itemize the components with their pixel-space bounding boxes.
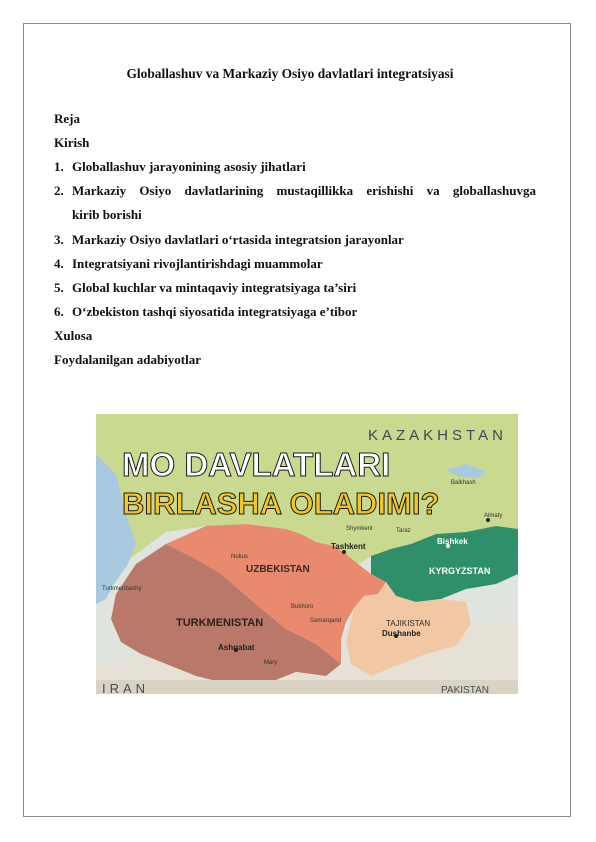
map-label-kyrgyzstan: KYRGYZSTAN: [429, 566, 491, 576]
conclusion-item: Xulosa: [54, 328, 93, 343]
central-asia-map-image: [96, 414, 518, 694]
city-label-tashkent: Tashkent: [331, 542, 366, 551]
plan-item-1: [54, 159, 306, 175]
plan-item-4: [54, 256, 323, 272]
item-text: Global kuchlar va mintaqaviy integratsiyaga ta’siri: [72, 280, 357, 295]
plan-item-3: [54, 232, 404, 248]
plan-heading: Reja: [54, 111, 80, 126]
city-label-ashgabat: Ashgabat: [218, 643, 255, 652]
map-headline-line-2: BIRLASHA OLADIMI?: [122, 486, 440, 521]
references-item: Foydalanilgan adabiyotlar: [54, 352, 201, 367]
map-label-kazakhstan: KAZAKHSTAN: [368, 427, 507, 444]
map-label-tajikistan: TAJIKISTAN: [386, 619, 431, 628]
document-title: Globallashuv va Markaziy Osiyo davlatlari integratsiyasi: [126, 66, 454, 81]
intro-item: Kirish: [54, 135, 90, 150]
city-label-dushanbe: Dushanbe: [382, 629, 421, 638]
item-number: 1.: [54, 159, 64, 174]
city-label-taraz: Taraz: [396, 528, 411, 534]
item-number: 3.: [54, 232, 64, 247]
item-number: 6.: [54, 304, 64, 319]
city-label-samarqand: Samarqand: [310, 618, 342, 624]
item-text: Integratsiyani rivojlantirishdagi muammolar: [72, 256, 323, 271]
city-label-mary: Mary: [264, 660, 278, 666]
map-label-turkmenistan: TURKMENISTAN: [176, 617, 264, 629]
item-number: 5.: [54, 280, 64, 295]
plan-item-6: [54, 304, 357, 320]
city-label-balkhash: Balkhash: [451, 480, 476, 486]
plan-item-2-continuation: kirib borishi: [72, 207, 142, 222]
city-label-bukhoro: Bukhoro: [291, 604, 314, 610]
plan-item-5: [54, 280, 356, 296]
map-label-pakistan: PAKISTAN: [441, 685, 489, 694]
map-headline-line-1: MO DAVLATLARI: [122, 446, 391, 483]
city-label-nukus: Nukus: [231, 554, 249, 560]
map-label-uzbekistan: UZBEKISTAN: [246, 564, 310, 575]
item-number: 2.: [54, 183, 64, 198]
item-text: Markaziy Osiyo davlatlari o‘rtasida integratsion jarayonlar: [72, 232, 404, 247]
city-label-shymkent: Shymkent: [346, 526, 373, 532]
item-text: O‘zbekiston tashqi siyosatida integratsiyaga e’tibor: [72, 304, 358, 319]
item-number: 4.: [54, 256, 64, 271]
city-label-bishkek: Bishkek: [437, 537, 468, 546]
item-text: Markaziy Osiyo davlatlarining mustaqillikka erishishi va globallashuvga: [72, 183, 536, 198]
city-label-almaty: Almaty: [484, 513, 503, 519]
item-text: Globallashuv jarayonining asosiy jihatlari: [72, 159, 306, 174]
plan-item-2: [54, 183, 536, 199]
city-label-turkmenbashy: Turkmenbashy: [102, 586, 142, 592]
map-label-iran: IRAN: [102, 681, 150, 694]
